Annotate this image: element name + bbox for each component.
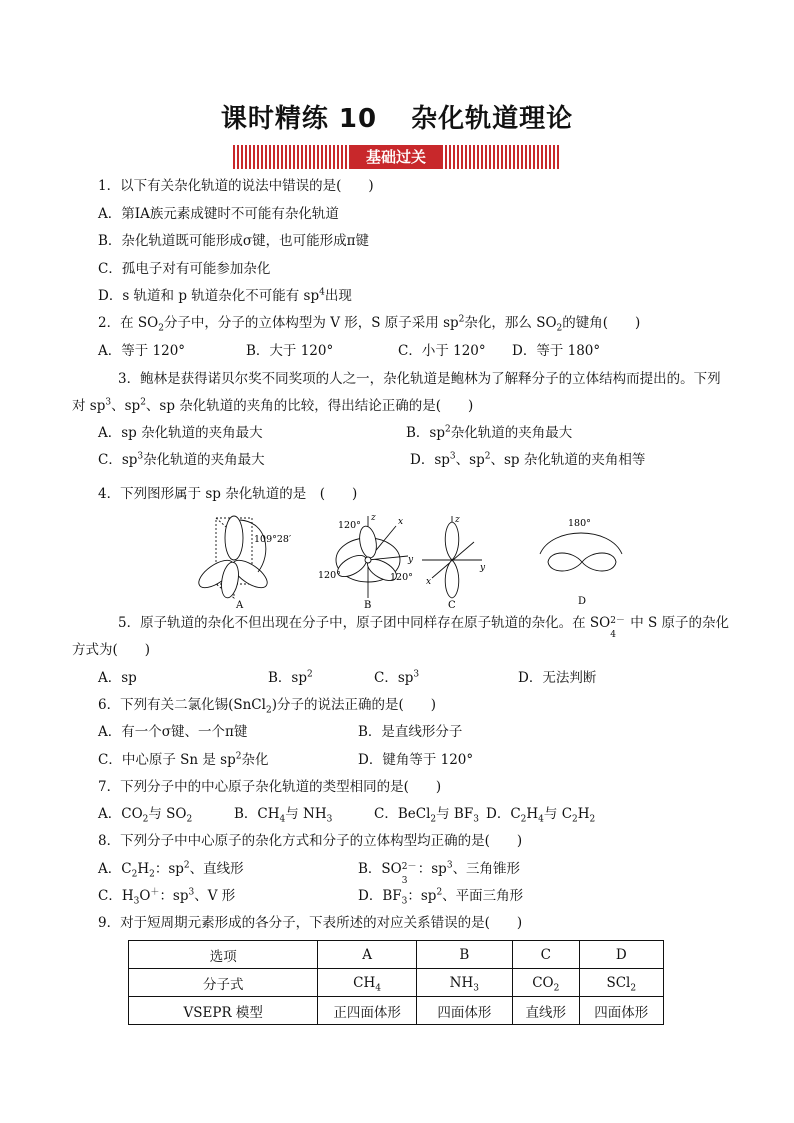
q4-figure-c [420,512,490,612]
q2-option-a: A．等于 120° [98,343,186,359]
q6-option-c: C．中心原子 Sn 是 $sp^2$杂化 [98,751,269,768]
q5-stem-line2: 方式为( ) [72,642,151,658]
q3-option-a: A．sp 杂化轨道的夹角最大 [98,425,263,441]
figure-a-angle: 109°28′ [254,534,292,545]
q3-option-c: C．$sp^3$杂化轨道的夹角最大 [98,451,265,468]
q6-stem: 6．下列有关二氯化锡(SnCl$_2$)分子的说法正确的是( ) [98,697,436,716]
q1-option-a: A．第ⅠA族元素成键时不可能有杂化轨道 [98,206,339,222]
figure-d-label: D [578,596,587,607]
table-header-cell: C [512,941,579,969]
table-cell: SCl$_2$ [579,969,663,997]
q8-option-a: A．$C_2H_2$：$sp^2$、直线形 [98,860,244,880]
table-header-cell: B [416,941,512,969]
figure-b-axis-x: x [398,517,404,527]
q2-option-d: D．等于 180° [512,343,601,359]
table-cell: $CH_4$ [318,969,416,997]
q6-option-d: D．键角等于 120° [358,752,474,768]
q2-option-c: C．小于 120° [398,343,486,359]
figure-b-angle-left: 120° [318,570,341,581]
q8-option-c: C．$H_3O^+$：$sp^3$、V 形 [98,887,236,907]
q4-figure-b [316,512,416,612]
q3-stem-line1: 3．鲍林是获得诺贝尔奖不同奖项的人之一，杂化轨道是鲍林为了解释分子的立体结构而提出的。下列 [118,371,721,387]
table-row [129,969,664,997]
q5-option-b: B．$sp^2$ [268,669,313,686]
table-header-cell: 选项 [129,941,318,969]
table-header-cell: D [579,941,663,969]
section-banner [233,145,559,169]
q8-option-b: B．SO 2－ 3 ：$sp^3$、三角锥形 [358,860,521,886]
q9-table [128,940,664,1025]
table-row-label: VSEPR 模型 [129,997,318,1025]
figure-c-axis-y: y [480,563,486,573]
q4-stem: 4．下列图形属于 sp 杂化轨道的是 ( ) [98,486,358,502]
q9-stem: 9．对于短周期元素形成的各分子，下表所述的对应关系错误的是( ) [98,915,523,931]
q1-option-c: C．孤电子对有可能参加杂化 [98,261,271,277]
figure-b-angle-right: 120° [390,572,413,583]
table-cell: $CO_2$ [512,969,579,997]
q5-option-a: A．sp [98,670,137,686]
figure-a-label: A [236,600,244,611]
figure-b-axis-z: z [371,513,376,523]
table-cell: $NH_3$ [416,969,512,997]
page-title [0,98,794,135]
table-cell: 四面体形 [416,997,512,1025]
title-lesson-number: 课时精练 10 [220,104,378,134]
figure-d-angle: 180° [568,518,591,529]
table-header-row [129,941,664,969]
table-header-cell: A [318,941,416,969]
title-topic: 杂化轨道理论 [411,104,574,134]
figure-c-label: C [448,600,456,611]
figure-b-angle-top: 120° [338,520,361,531]
table-row [129,997,664,1025]
table-cell: 四面体形 [579,997,663,1025]
q7-option-d: D．$C_2H_4$与 $C_2H_2$ [486,806,596,825]
figure-c-axis-x: x [426,577,432,587]
q8-option-d: D．$BF_3$：$sp^2$、平面三角形 [358,887,524,907]
q7-option-a: A．$CO_2$与 $SO_2$ [98,806,193,825]
q4-figure-a [196,512,300,612]
q5-option-c: C．$sp^3$ [374,669,420,686]
q6-option-a: A．有一个σ键、一个π键 [98,724,248,740]
figure-c-axis-z: z [455,515,460,525]
q3-stem-line2: 对 $sp^3$、$sp^2$、sp 杂化轨道的夹角的比较，得出结论正确的是( ) [72,397,474,414]
q7-option-b: B．$CH_4$与 $NH_3$ [234,806,333,825]
figure-b-axis-y: y [408,555,414,565]
q1-option-b: B．杂化轨道既可能形成σ键，也可能形成π键 [98,233,370,249]
table-row-label: 分子式 [129,969,318,997]
q5-stem-line1: 5．原子轨道的杂化不但出现在分子中，原子团中同样存在原子轨道的杂化。在 SO 2－ 4 中 S 原子的杂化 [118,615,730,640]
table-cell: 正四面体形 [318,997,416,1025]
q3-option-b: B．$sp^2$杂化轨道的夹角最大 [406,424,573,441]
q2-option-b: B．大于 120° [246,343,334,359]
section-banner-label: 基础过关 [350,145,442,169]
q2-stem: 2．在 $SO_2$分子中，分子的立体构型为 V 形，S 原子采用 $sp^2$杂化，那么 $SO_2$的键角( ) [98,314,641,334]
q7-option-c: C．BeCl$_2$与 $BF_3$ [374,806,479,825]
q6-option-b: B．是直线形分子 [358,724,463,740]
q1-option-d: D．s 轨道和 p 轨道杂化不可能有 $sp^4$出现 [98,287,352,304]
q8-stem: 8．下列分子中中心原子的杂化方式和分子的立体构型均正确的是( ) [98,833,523,849]
figure-b-label: B [364,600,372,611]
q5-option-d: D．无法判断 [518,670,597,686]
q7-stem: 7．下列分子中的中心原子杂化轨道的类型相同的是( ) [98,779,442,795]
q3-option-d: D．$sp^3$、$sp^2$、sp 杂化轨道的夹角相等 [410,451,646,468]
q4-figure-d [534,512,630,612]
q1-stem: 1．以下有关杂化轨道的说法中错误的是( ) [98,178,374,194]
table-cell: 直线形 [512,997,579,1025]
